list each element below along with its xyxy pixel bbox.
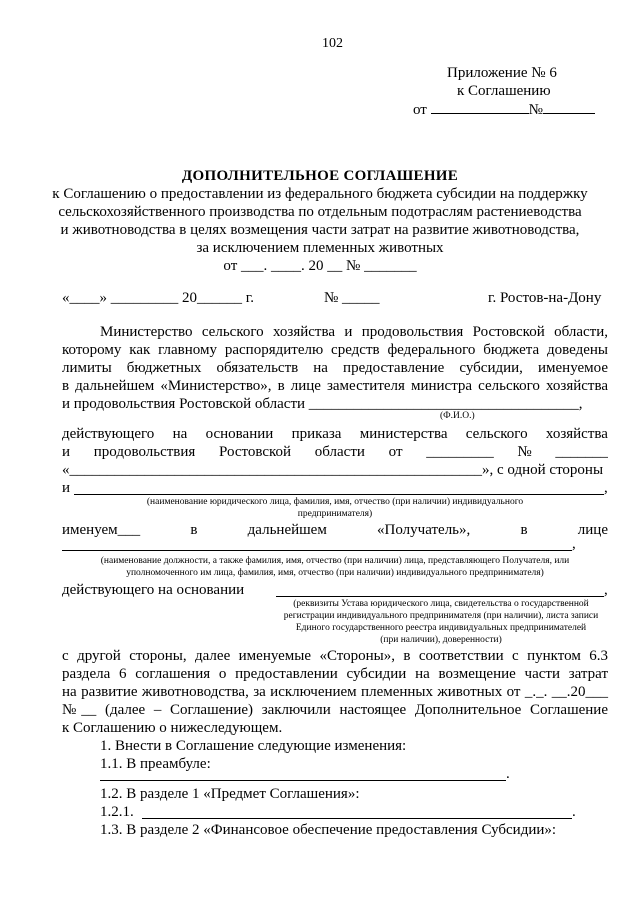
word: продовольствия (93, 444, 196, 460)
agreement-date: «____» _________ 20______ г. (62, 290, 254, 306)
annex-number-label: № (528, 102, 543, 118)
caption-fio: (Ф.И.О.) (440, 411, 475, 421)
recipient-quote-line: «_______________________________________________________», с одной стороны (62, 462, 604, 478)
annex-line-2: к Соглашению (457, 83, 551, 99)
word: № (517, 444, 532, 460)
caption-requisites-line-4: (при наличии), доверенности) (380, 635, 502, 645)
word: министерства (359, 426, 448, 442)
period: . (572, 804, 576, 820)
item-1-2-1-rule (142, 818, 572, 819)
word: Ростовской (219, 444, 292, 460)
caption-position-line-2: уполномоченного им лица, фамилия, имя, отчество (при наличии) индивидуального предпринимателя) (126, 568, 544, 578)
annex-line-1: Приложение № 6 (447, 65, 557, 81)
item-1-2: 1.2. В разделе 1 «Предмет Соглашения»: (100, 786, 360, 802)
word: в (520, 522, 528, 538)
paragraph2-line-5: к Соглашению о нижеследующем. (62, 720, 283, 736)
subtitle-line-1: к Соглашению о предоставлении из федерального бюджета субсидии на поддержку (52, 186, 588, 202)
word: и (62, 444, 71, 460)
word: от (388, 444, 403, 460)
item-1-1-rule (100, 780, 506, 781)
word: хозяйства (545, 426, 608, 442)
item-1-2-1: 1.2.1. (100, 804, 134, 820)
annex-line-3 (413, 101, 595, 119)
and-label: и (62, 480, 71, 496)
paragraph1-line-3: лимиты бюджетных обязательств на предоставление субсидии, именуемое (62, 360, 608, 376)
word: дальнейшем (247, 522, 327, 538)
paragraph2-line-3: на развитие животноводства, за исключением племенных животных от _._. __.20___ (62, 684, 608, 700)
word: _________ (426, 444, 494, 460)
agreement-city: г. Ростов-на-Дону (488, 290, 602, 306)
item-1-1: 1.1. В преамбуле: (100, 756, 211, 772)
paragraph2-line-1: с другой стороны, далее именуемые «Стороны», в соответствии с пунктом 6.3 (62, 648, 608, 664)
word: основании (205, 426, 274, 442)
paragraph2-line-4: №__ (далее – Соглашение) заключили настоящее Дополнительное Соглашение (62, 702, 608, 718)
basis-rule (276, 596, 604, 597)
period: . (506, 766, 510, 782)
named-line (62, 522, 608, 539)
paragraph1-line-4: в дальнейшем «Министерство», в лице заместителя министра сельского хозяйства (62, 378, 608, 394)
representative-rule (62, 550, 572, 551)
word: _______ (555, 444, 608, 460)
word: приказа (291, 426, 342, 442)
paragraph1-line-5: и продовольствия Ростовской области ____________________________________, (62, 396, 583, 412)
subtitle-line-3: и животноводства в целях возмещения части затрат на развитие животноводства, (60, 222, 580, 238)
recipient-name-rule (74, 494, 604, 495)
caption-position-line-1: (наименование должности, а также фамилия, имя, отчество (при наличии) лица, представляющего Получателя, или (100, 556, 570, 566)
production-line (62, 444, 608, 461)
acting-basis-label: действующего на основании (62, 582, 245, 598)
item-1-3: 1.3. В разделе 2 «Финансовое обеспечение предоставления Субсидии»: (100, 822, 557, 838)
caption-entity-line-1: (наименование юридического лица, фамилия, имя, отчество (при наличии) индивидуального (146, 497, 524, 507)
word: в (190, 522, 198, 538)
word: области (314, 444, 365, 460)
caption-requisites-line-3: Единого государственного реестра индивидуальных предпринимателей (295, 623, 587, 633)
subtitle-line-2: сельскохозяйственного производства по отдельным подотраслям растениеводства (58, 204, 582, 220)
annex-from-label: от (413, 102, 427, 118)
subtitle-line-4: за исключением племенных животных (196, 240, 444, 256)
caption-requisites-line-2: регистрации индивидуального предпринимателя (при наличии), листа записи (283, 611, 599, 621)
caption-entity-line-2: предпринимателя) (297, 509, 373, 519)
caption-requisites-line-1: (реквизиты Устава юридического лица, свидетельства о государственной (293, 599, 589, 609)
word: лице (577, 522, 608, 538)
paragraph1-line-1: Министерство сельского хозяйства и продовольствия Ростовской области, (100, 324, 608, 340)
subtitle-line-5: от ___. ____. 20 __ № _______ (223, 258, 417, 274)
word: сельского (465, 426, 528, 442)
annex-number-blank (543, 101, 595, 114)
comma: , (604, 582, 608, 598)
word: действующего (62, 426, 155, 442)
item-1: 1. Внести в Соглашение следующие изменения: (100, 738, 407, 754)
annex-date-blank (431, 101, 529, 114)
word: на (172, 426, 188, 442)
acting-line (62, 426, 608, 443)
comma: , (604, 480, 608, 496)
agreement-number: № _____ (324, 290, 380, 306)
paragraph1-line-2: которому как главному распорядителю средств федерального бюджета доведены (62, 342, 608, 358)
word: именуем___ (62, 522, 141, 538)
comma: , (572, 536, 576, 552)
document-title: ДОПОЛНИТЕЛЬНОЕ СОГЛАШЕНИЕ (181, 168, 459, 184)
word: «Получатель», (377, 522, 471, 538)
paragraph2-line-2: раздела 6 соглашения о предоставлении субсидии на возмещение части затрат (62, 666, 608, 682)
page-number: 102 (322, 36, 343, 51)
